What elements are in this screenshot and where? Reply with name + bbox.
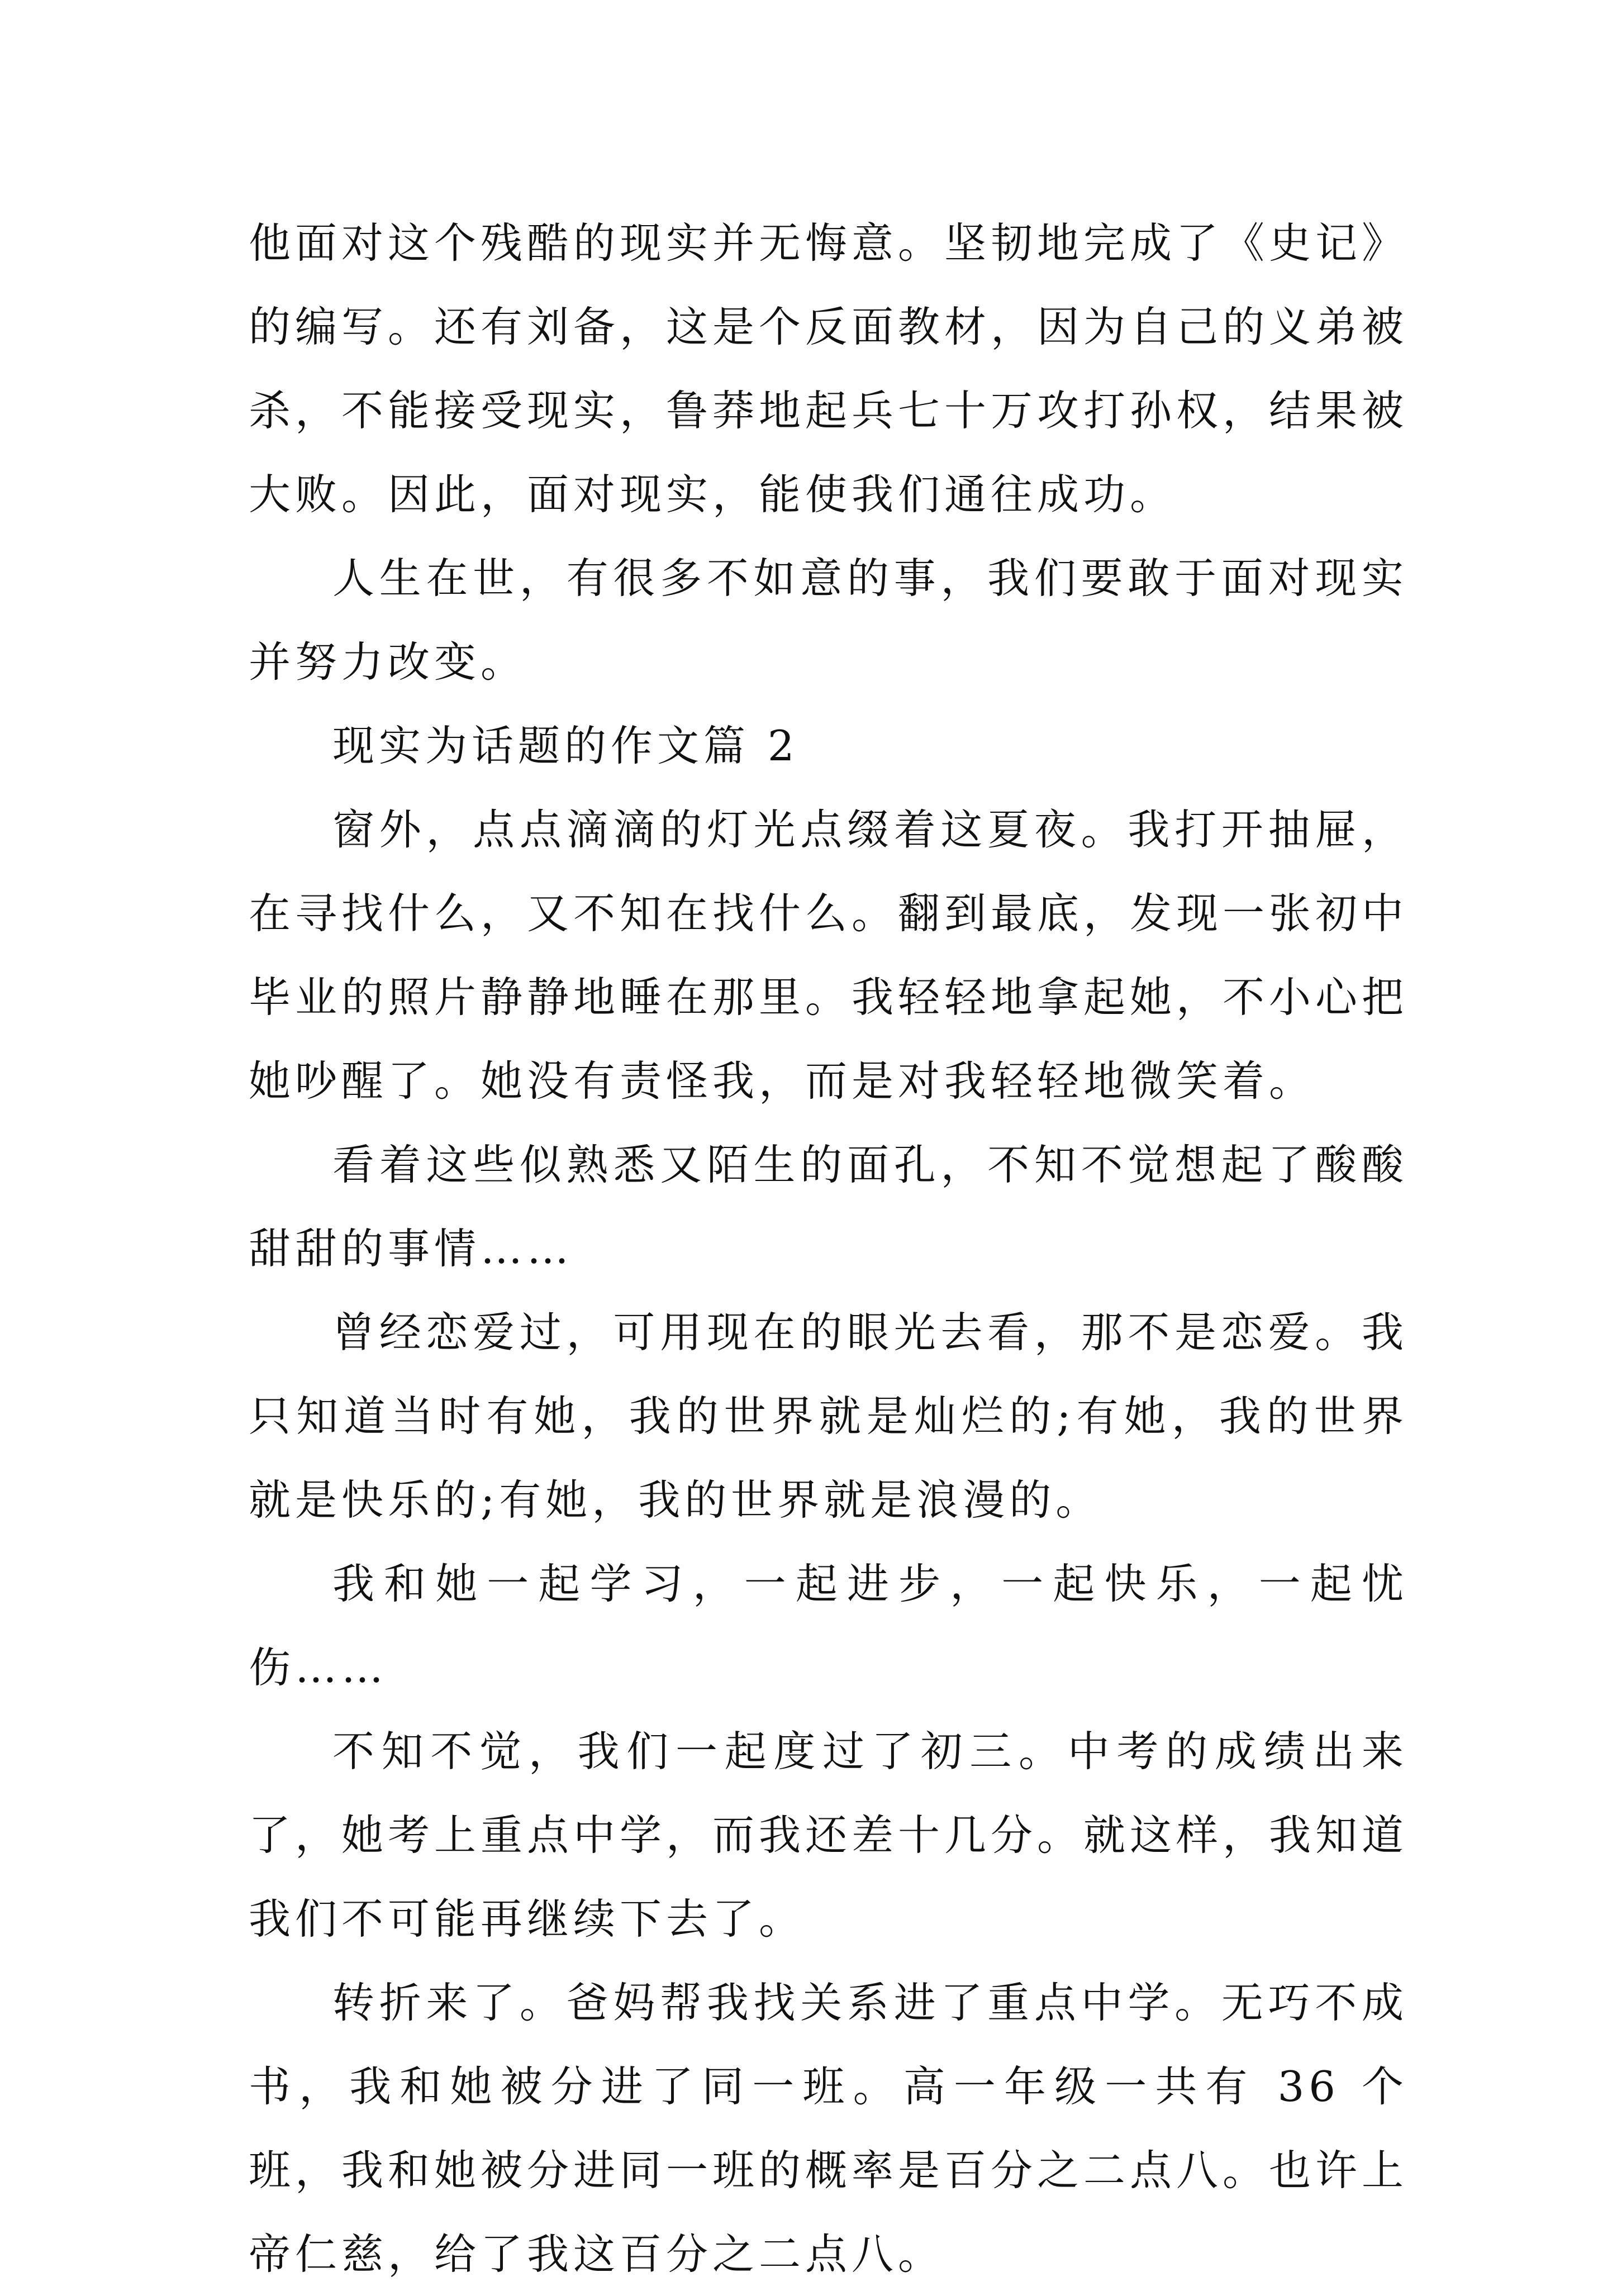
paragraph: 曾经恋爱过，可用现在的眼光去看，那不是恋爱。我只知道当时有她，我的世界就是灿烂的;有她，我的世界就是快乐的;有她，我的世界就是浪漫的。 <box>249 1308 1408 1525</box>
paragraph: 人生在世，有很多不如意的事，我们要敢于面对现实并努力改变。 <box>249 554 1408 687</box>
essay-body <box>249 201 1408 2296</box>
paragraph: 转折来了。爸妈帮我找关系进了重点中学。无巧不成书，我和她被分进了同一班。高一年级一共有 36 个班，我和她被分进同一班的概率是百分之二点八。也许上帝仁慈，给了我这百分之二点八。 <box>249 1978 1409 2279</box>
section-heading: 现实为话题的作文篇 2 <box>332 721 799 770</box>
paragraph: 我和她一起学习，一起进步，一起快乐，一起忧伤…… <box>249 1559 1408 1692</box>
paragraph-continuation: 他面对这个残酷的现实并无悔意。坚韧地完成了《史记》的编写。还有刘备，这是个反面教材，因为自己的义弟被杀，不能接受现实，鲁莽地起兵七十万攻打孙权，结果被大败。因此，面对现实，能使我们通往成功。 <box>249 218 1409 519</box>
paragraph: 不知不觉，我们一起度过了初三。中考的成绩出来了，她考上重点中学，而我还差十几分。就这样，我知道我们不可能再继续下去了。 <box>249 1727 1409 1943</box>
paragraph: 窗外，点点滴滴的灯光点缀着这夏夜。我打开抽屉，在寻找什么，又不知在找什么。翻到最底，发现一张初中毕业的照片静静地睡在那里。我轻轻地拿起她，不小心把她吵醒了。她没有责怪我，而是对我轻轻地微笑着。 <box>249 805 1409 1106</box>
paragraph: 看着这些似熟悉又陌生的面孔，不知不觉想起了酸酸甜甜的事情…… <box>249 1140 1408 1273</box>
